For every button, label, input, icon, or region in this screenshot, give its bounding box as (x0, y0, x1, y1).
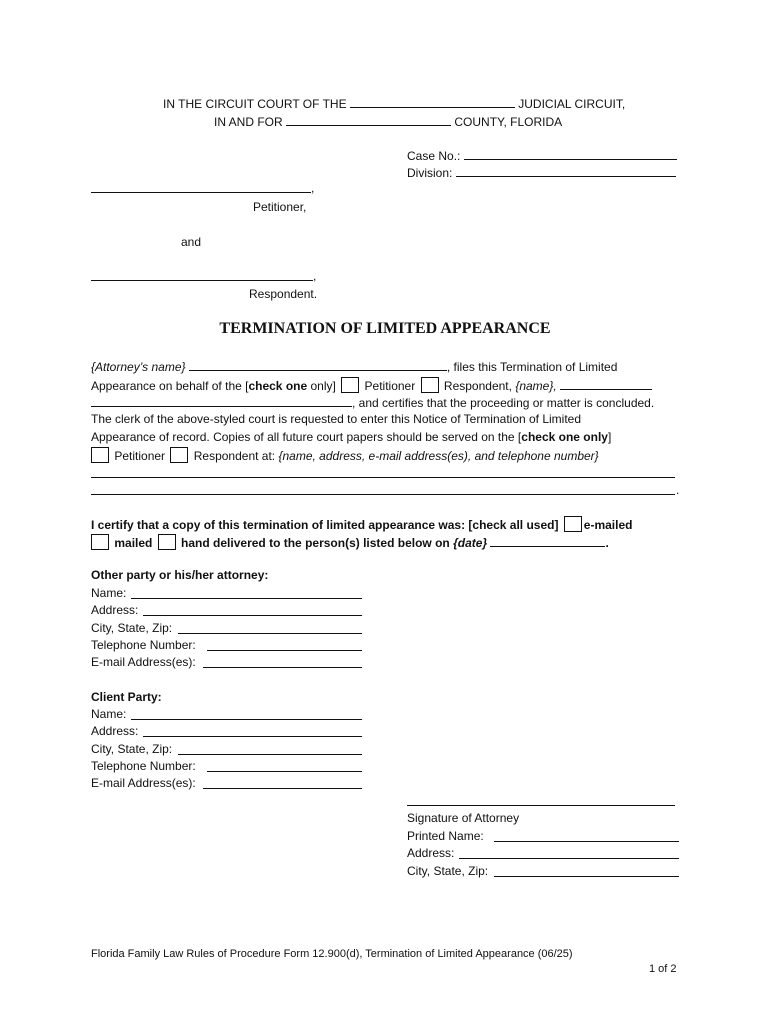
sig-city-field[interactable] (494, 876, 679, 877)
field-label: Address: (91, 603, 139, 617)
judicial-circuit-field[interactable] (350, 96, 515, 108)
field-label: City, State, Zip: (91, 742, 173, 756)
other-party-address-row (91, 603, 138, 618)
field-label: E-mail Address(es): (91, 776, 196, 790)
serve-petitioner-checkbox[interactable] (91, 447, 109, 463)
signature-line[interactable] (407, 805, 675, 806)
body-text: Respondent, (443, 379, 512, 393)
body-text: Petitioner (114, 449, 166, 463)
petitioner-checkbox[interactable] (341, 377, 359, 393)
body-text: Petitioner (364, 379, 416, 393)
division-field[interactable] (456, 165, 676, 177)
certify-text: mailed (114, 536, 153, 550)
client-party-email-field[interactable] (203, 788, 362, 789)
body-line-3 (91, 395, 654, 411)
header-label: IN THE CIRCUIT COURT OF THE (163, 97, 347, 111)
header-label: JUDICIAL CIRCUIT, (518, 97, 626, 111)
petitioner-name-field[interactable] (91, 192, 311, 193)
petitioner-label: Petitioner, (253, 200, 307, 214)
header-label: COUNTY, FLORIDA (454, 115, 563, 129)
printed-name-field[interactable] (494, 841, 679, 842)
body-text: Respondent at: (193, 449, 276, 463)
mailed-checkbox[interactable] (91, 534, 109, 550)
case-no-label: Case No.: (407, 149, 461, 163)
other-party-address-field[interactable] (143, 615, 362, 616)
division-label: Division: (407, 166, 453, 180)
body-text: , and certifies that the proceeding or matter is concluded. (352, 396, 655, 410)
client-party-name-row (91, 707, 126, 722)
county-field[interactable] (286, 114, 451, 126)
client-party-heading: Client Party: (91, 690, 162, 704)
sig-address-field[interactable] (459, 858, 679, 859)
client-party-address-field[interactable] (143, 736, 362, 737)
client-party-city-row (91, 742, 172, 757)
field-label: Address: (91, 724, 139, 738)
document-title: TERMINATION OF LIMITED APPEARANCE (219, 320, 551, 337)
certify-text: e-mailed (583, 518, 633, 532)
other-party-phone-row (91, 638, 196, 653)
case-no-row (407, 148, 677, 164)
body-line-1 (91, 359, 617, 375)
name-hint: {name}, (515, 379, 557, 393)
respondent-name-field[interactable] (91, 280, 313, 281)
court-header-line1 (163, 96, 625, 112)
other-party-name-field[interactable] (131, 598, 362, 599)
field-label: Address: (407, 846, 455, 860)
certify-line-2: mailed hand delivered to the person(s) listed below on {date} . (91, 534, 609, 551)
service-info-line-2[interactable] (91, 494, 675, 495)
other-party-phone-field[interactable] (207, 650, 362, 651)
page-number: 1 of 2 (649, 963, 677, 975)
other-party-heading: Other party or his/her attorney: (91, 568, 269, 582)
case-no-field[interactable] (464, 148, 677, 160)
certify-line-1 (91, 516, 632, 533)
body-text: ] (607, 430, 612, 444)
field-label: City, State, Zip: (407, 864, 489, 878)
service-info-hint: {name, address, e-mail address(es), and telephone number} (278, 449, 599, 463)
attorney-name-field[interactable] (189, 359, 447, 371)
field-label: Printed Name: (407, 829, 484, 843)
client-party-address-row (91, 724, 138, 739)
respondent-checkbox[interactable] (421, 377, 439, 393)
body-text: Appearance on behalf of the [ (91, 379, 249, 393)
certify-text: hand delivered to the person(s) listed below on (181, 536, 450, 550)
body-text: , files this Termination of Limited (446, 360, 618, 374)
and-label: and (181, 235, 202, 249)
date-field[interactable] (490, 535, 605, 547)
serve-respondent-checkbox[interactable] (170, 447, 188, 463)
body-text-bold: check one only (521, 430, 608, 444)
body-text-bold: check one (248, 379, 308, 393)
client-party-name-field[interactable] (131, 719, 362, 720)
field-label: Name: (91, 707, 127, 721)
service-info-line-1[interactable] (91, 477, 675, 478)
body-line-2 (91, 377, 652, 394)
other-party-city-field[interactable] (178, 633, 362, 634)
hand-delivered-checkbox[interactable] (158, 534, 176, 550)
field-label: Name: (91, 586, 127, 600)
date-hint: {date} (453, 536, 488, 550)
party-name-field-cont[interactable] (91, 395, 352, 407)
other-party-city-row (91, 621, 172, 636)
body-line-6 (91, 447, 599, 464)
body-text: only] (307, 379, 336, 393)
party-name-field[interactable] (560, 378, 652, 390)
certify-text: I certify that a copy of this termination of limited appearance was: [check all used] (91, 518, 559, 532)
period: . (676, 483, 680, 497)
emailed-checkbox[interactable] (564, 516, 582, 532)
body-line-5 (91, 430, 611, 445)
client-party-phone-row (91, 759, 196, 774)
comma: , (313, 269, 317, 283)
other-party-email-field[interactable] (203, 667, 362, 668)
division-row (407, 165, 676, 181)
other-party-email-row (91, 655, 196, 670)
body-text: Appearance of record. Copies of all future court papers should be served on the [ (91, 430, 522, 444)
footer-form-line: Florida Family Law Rules of Procedure Form 12.900(d), Termination of Limited Appearance (06/25) (91, 948, 573, 960)
field-label: E-mail Address(es): (91, 655, 196, 669)
field-label: Telephone Number: (91, 759, 196, 773)
attorney-name-hint: {Attorney’s name} (91, 360, 186, 374)
printed-name-row (407, 829, 484, 844)
field-label: City, State, Zip: (91, 621, 173, 635)
field-label: Telephone Number: (91, 638, 196, 652)
client-party-email-row (91, 776, 196, 791)
comma: , (311, 181, 315, 195)
respondent-label: Respondent. (249, 287, 318, 301)
client-party-city-field[interactable] (178, 754, 362, 755)
body-line-4: The clerk of the above-styled court is requested to enter this Notice of Termination of Limited (91, 412, 582, 426)
signature-label: Signature of Attorney (407, 811, 520, 825)
client-party-phone-field[interactable] (207, 771, 362, 772)
other-party-name-row (91, 586, 126, 601)
sig-address-row (407, 846, 454, 861)
header-label: IN AND FOR (214, 115, 283, 129)
sig-city-row (407, 864, 488, 879)
court-header-line2 (214, 114, 562, 130)
